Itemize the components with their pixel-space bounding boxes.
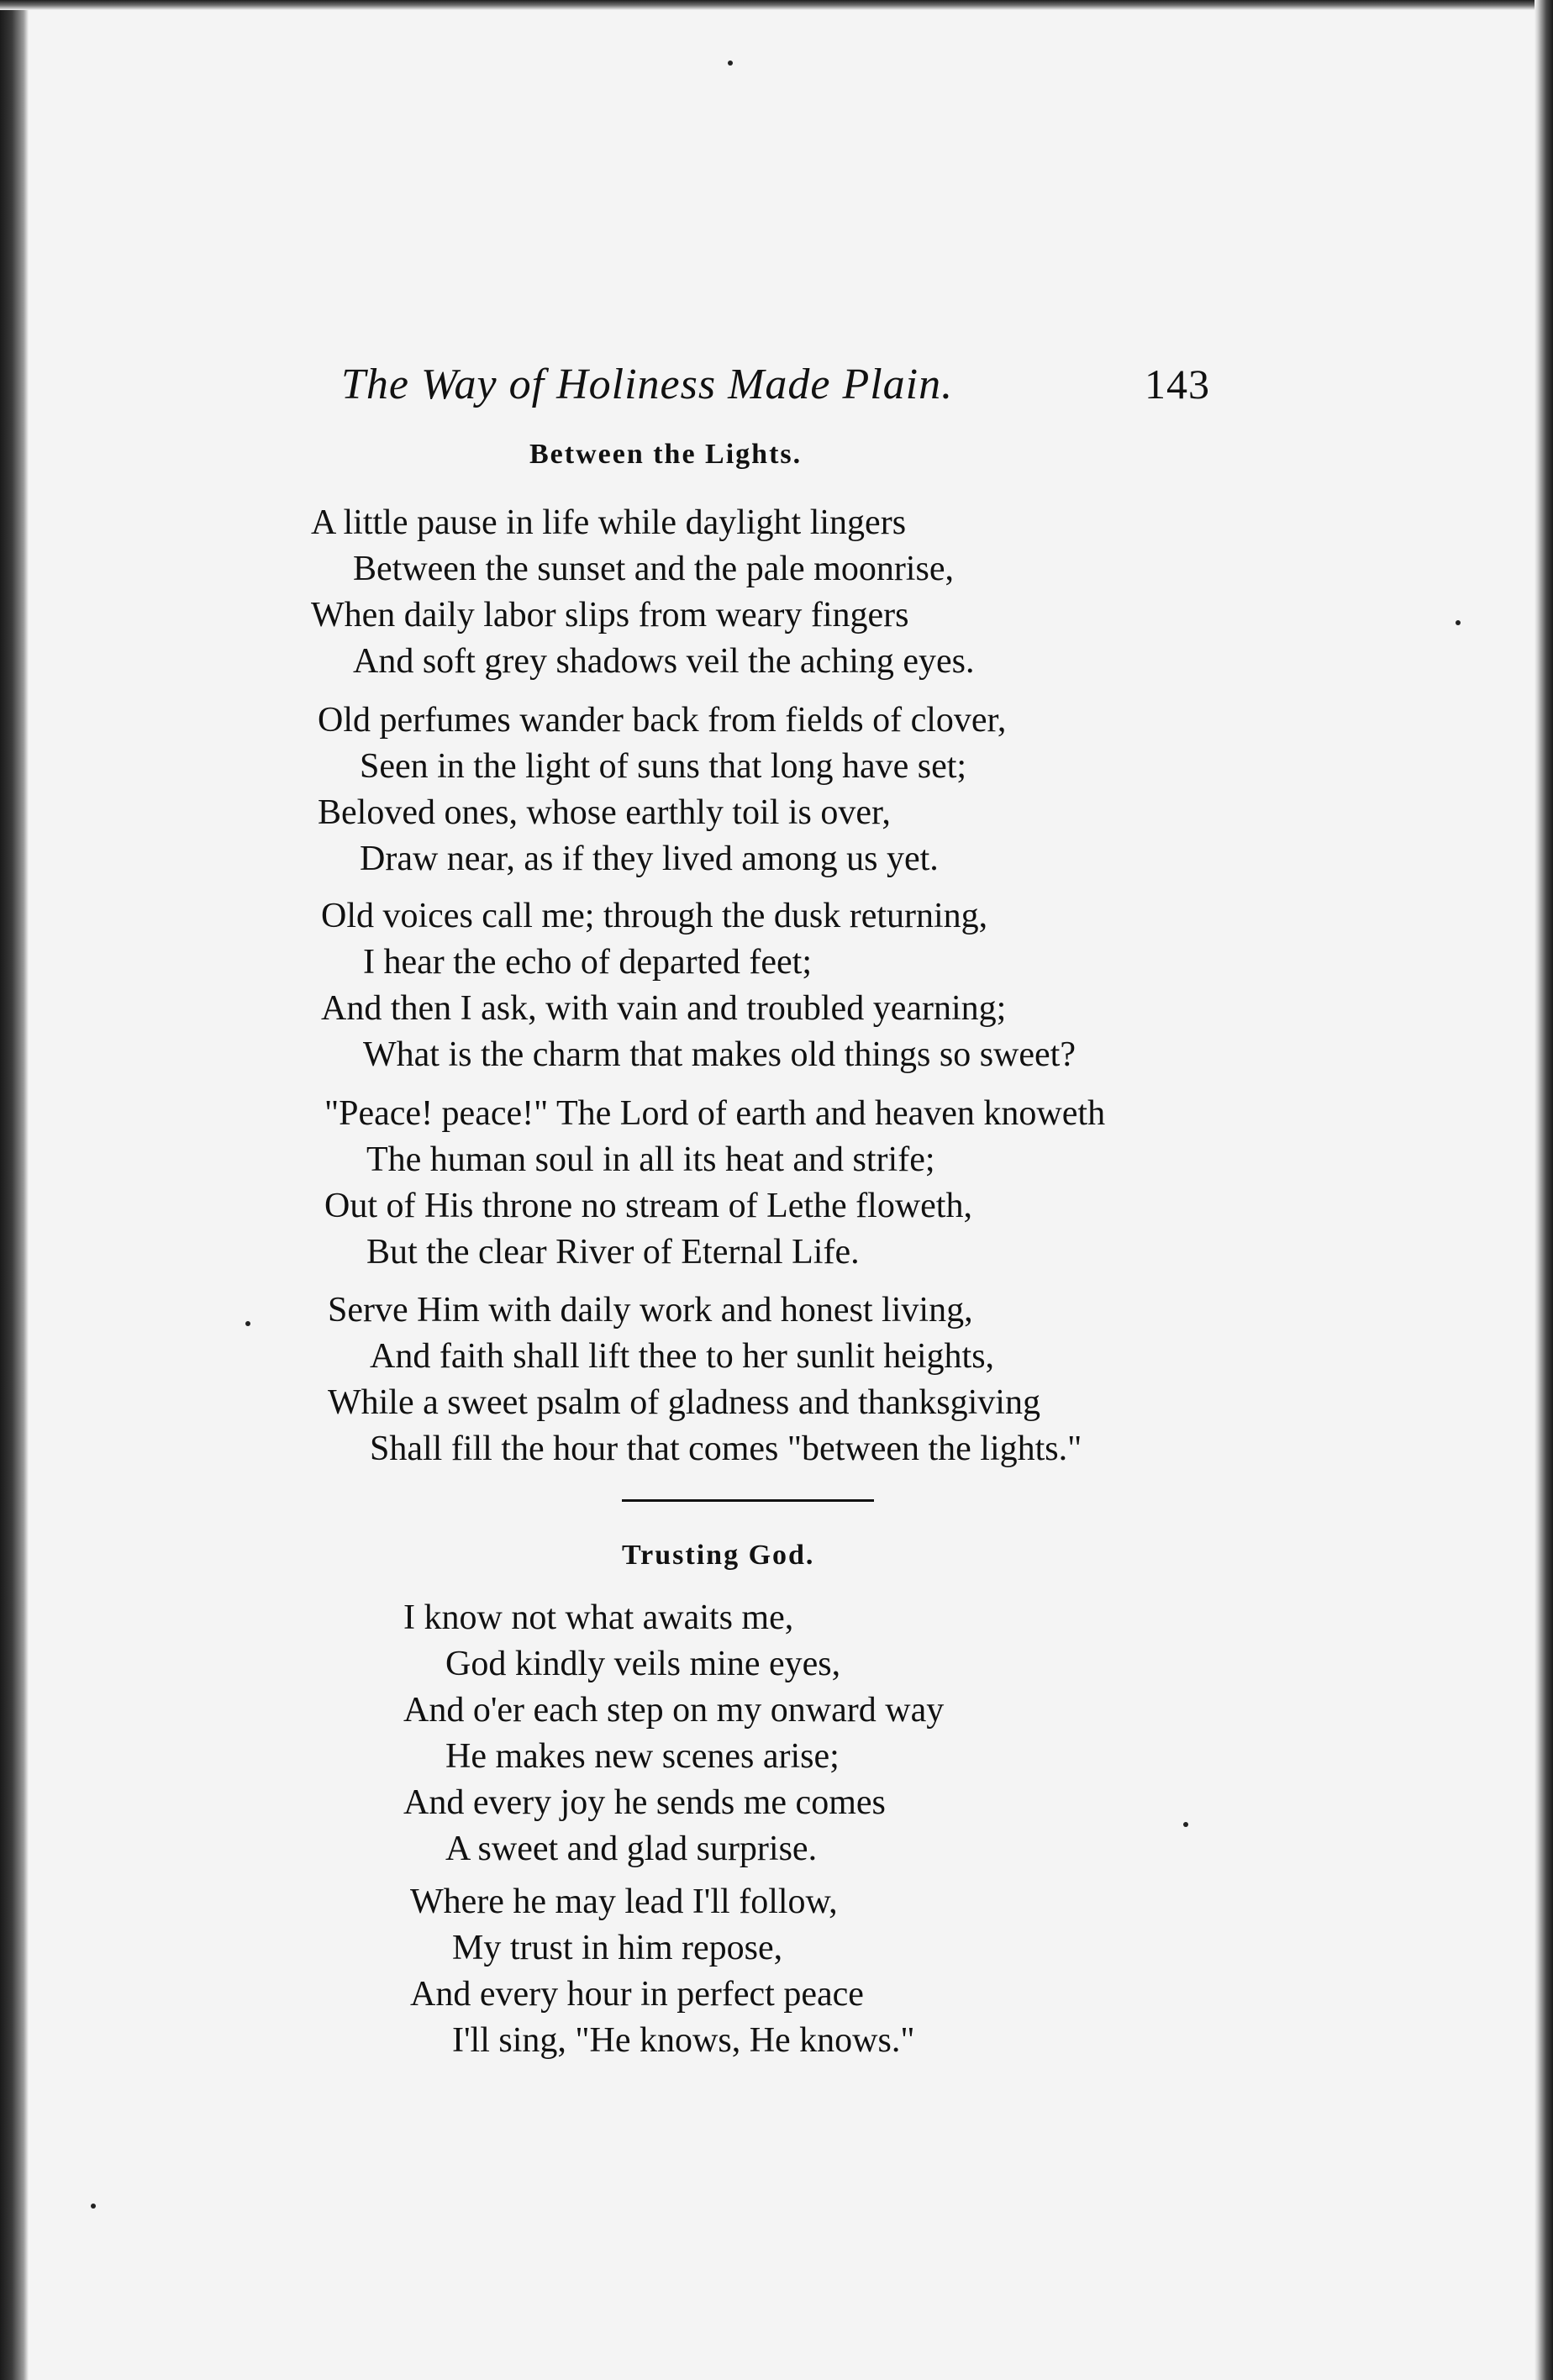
poem-line: The human soul in all its heat and strife; (366, 1140, 935, 1179)
poem-line: And o'er each step on my onward way (403, 1691, 945, 1730)
poem-line: Old perfumes wander back from fields of clover, (318, 701, 1007, 740)
poem-line: And soft grey shadows veil the aching eyes. (353, 642, 975, 681)
stanza (328, 1287, 1082, 1472)
poem-line: Serve Him with daily work and honest living, (328, 1291, 973, 1330)
page-number: 143 (1145, 361, 1210, 408)
print-speck (1183, 1822, 1188, 1827)
poem-line: And every hour in perfect peace (410, 1975, 864, 2014)
poem-line: I know not what awaits me, (403, 1598, 794, 1637)
poem-line: Old voices call me; through the dusk returning, (321, 897, 988, 935)
poem-line: My trust in him repose, (452, 1929, 783, 1967)
poem-line: He makes new scenes arise; (445, 1737, 840, 1776)
running-title: The Way of Holiness Made Plain. (341, 361, 954, 408)
poem-line: Where he may lead I'll follow, (410, 1882, 838, 1921)
poem-line: A little pause in life while daylight lingers (311, 503, 907, 542)
stanza (321, 893, 1076, 1078)
print-speck (1456, 620, 1461, 625)
running-header (336, 360, 1210, 419)
stanza (403, 1595, 944, 1872)
poem-line: Out of His throne no stream of Lethe floweth, (324, 1187, 972, 1225)
poem-line: What is the charm that makes old things so sweet? (363, 1035, 1076, 1074)
poem-line: And every joy he sends me comes (403, 1783, 886, 1822)
poem-line: When daily labor slips from weary fingers (311, 596, 909, 634)
poem-line: Seen in the light of suns that long have set; (360, 747, 967, 786)
poem-line: "Peace! peace!" The Lord of earth and heaven knoweth (324, 1094, 1106, 1133)
poem-line: God kindly veils mine eyes, (445, 1645, 841, 1683)
poem-line: But the clear River of Eternal Life. (366, 1233, 860, 1272)
poem-line: And then I ask, with vain and troubled yearning; (321, 989, 1007, 1028)
stanza (324, 1091, 1105, 1276)
poem-line: Beloved ones, whose earthly toil is over, (318, 793, 891, 832)
poem-title-trusting-god: Trusting God. (622, 1540, 815, 1571)
poem-line: Shall fill the hour that comes "between the lights." (370, 1430, 1082, 1468)
stanza (311, 500, 975, 685)
page-edge-shadow-right (1535, 0, 1553, 2380)
stanza (410, 1879, 915, 2064)
page-edge-shadow-left (0, 0, 29, 2380)
print-speck (245, 1321, 250, 1326)
poem-line: Between the sunset and the pale moonrise, (353, 550, 954, 588)
poem-line: While a sweet psalm of gladness and thanksgiving (328, 1383, 1040, 1422)
section-divider (622, 1499, 874, 1502)
poem-line: Draw near, as if they lived among us yet. (360, 840, 939, 878)
poem-line: A sweet and glad surprise. (445, 1830, 818, 1868)
poem-title-between-the-lights: Between the Lights. (529, 439, 803, 470)
print-speck (91, 2204, 96, 2209)
poem-line: I'll sing, "He knows, He knows." (452, 2021, 915, 2060)
stanza (318, 698, 1006, 882)
page-edge-shadow-top (0, 0, 1553, 10)
poem-line: And faith shall lift thee to her sunlit heights, (370, 1337, 995, 1376)
poem-line: I hear the echo of departed feet; (363, 943, 813, 982)
print-speck (728, 61, 733, 66)
